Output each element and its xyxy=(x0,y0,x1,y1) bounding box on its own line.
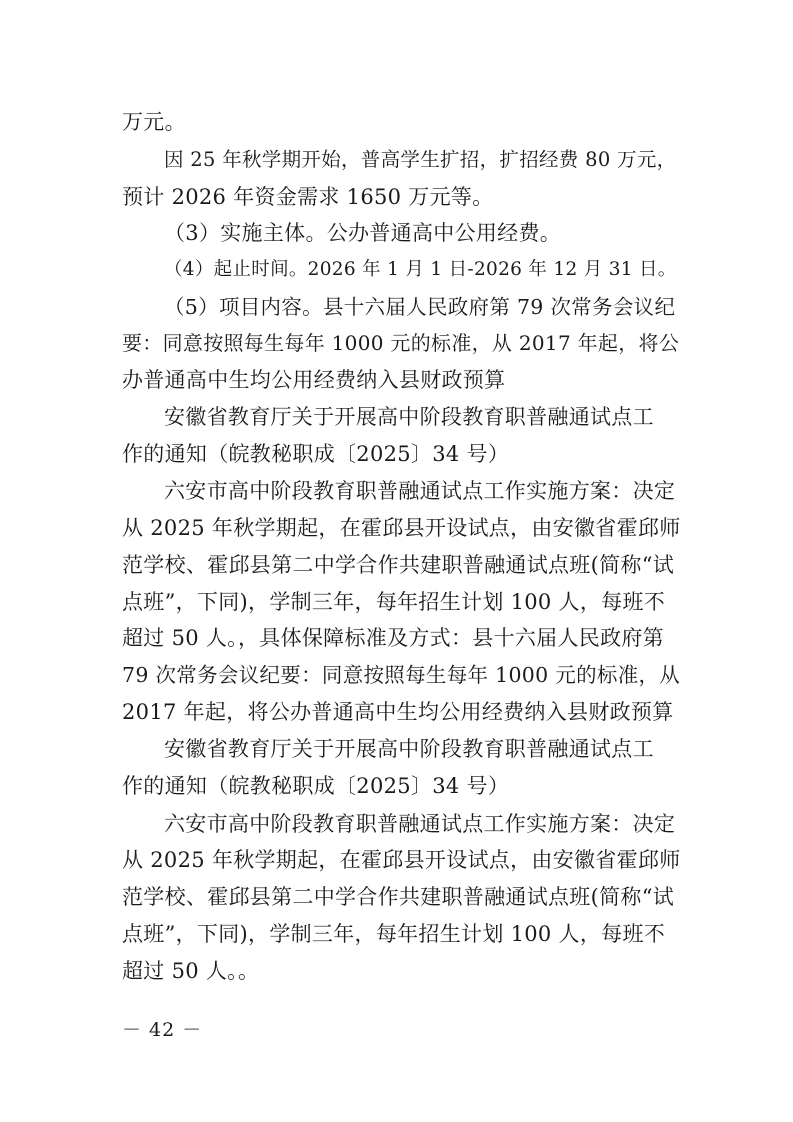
text-line-2: 因 25 年秋学期开始，普高学生扩招，扩招经费 80 万元， xyxy=(164,148,677,171)
text-line-8: 办普通高中生均公用经费纳入县财政预算 xyxy=(122,368,506,392)
text-line-9: 安徽省教育厅关于开展高中阶段教育职普融通试点工 xyxy=(164,405,654,429)
text-line-12: 从 2025 年秋学期起，在霍邱县开设试点，由安徽省霍邱师 xyxy=(122,516,681,540)
text-line-3: 预计 2026 年资金需求 1650 万元等。 xyxy=(122,185,494,209)
text-line-11: 六安市高中阶段教育职普融通试点工作实施方案：决定 xyxy=(164,479,676,503)
text-line-7: 要：同意按照每生每年 1000 元的标准，从 2017 年起，将公 xyxy=(122,331,680,355)
text-line-5: （4）起止时间。2026 年 1 月 1 日-2026 年 12 月 31 日。 xyxy=(164,259,677,280)
text-line-24: 超过 50 人。。 xyxy=(122,959,260,983)
text-line-10: 作的通知（皖教秘职成〔2025〕34 号） xyxy=(122,442,510,466)
text-line-20: 六安市高中阶段教育职普融通试点工作实施方案：决定 xyxy=(164,812,676,836)
text-line-17: 2017 年起，将公办普通高中生均公用经费纳入县财政预算 xyxy=(122,700,674,724)
page-number: － 42 － xyxy=(122,1019,203,1041)
text-line-18: 安徽省教育厅关于开展高中阶段教育职普融通试点工 xyxy=(164,737,654,761)
text-line-14: 点班”，下同)，学制三年，每年招生计划 100 人，每班不 xyxy=(122,590,666,614)
text-line-13: 范学校、霍邱县第二中学合作共建职普融通试点班(简称“试 xyxy=(122,553,675,577)
text-line-19: 作的通知（皖教秘职成〔2025〕34 号） xyxy=(122,774,510,798)
text-line-4: （3）实施主体。公办普通高中公用经费。 xyxy=(164,221,562,245)
text-line-21: 从 2025 年秋学期起，在霍邱县开设试点，由安徽省霍邱师 xyxy=(122,848,681,872)
text-line-22: 范学校、霍邱县第二中学合作共建职普融通试点班(简称“试 xyxy=(122,885,675,909)
text-line-23: 点班”，下同)，学制三年，每年招生计划 100 人，每班不 xyxy=(122,922,666,946)
text-line-15: 超过 50 人。，具体保障标准及方式：县十六届人民政府第 xyxy=(122,626,664,650)
text-line-6: （5）项目内容。县十六届人民政府第 79 次常务会议纪 xyxy=(164,295,676,319)
text-line-1: 万元。 xyxy=(122,110,186,134)
text-line-16: 79 次常务会议纪要：同意按照每生每年 1000 元的标准，从 xyxy=(122,663,681,687)
